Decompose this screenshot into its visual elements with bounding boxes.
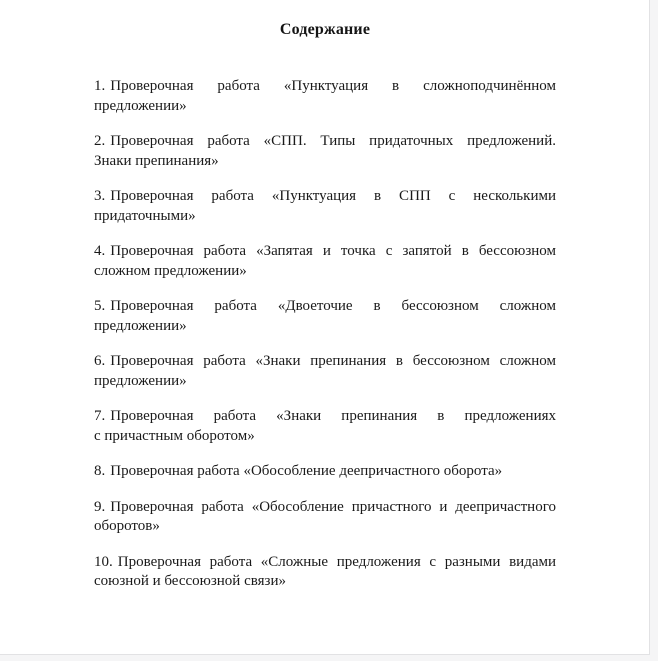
toc-item-line: Знаки препинания» (94, 152, 219, 169)
toc-item-number: 4. (94, 243, 106, 259)
toc-item-line: предложении» (94, 372, 187, 389)
toc-item-text: Проверочная работа «Запятая и точка с запятой в бессоюзном (110, 243, 556, 259)
toc-item-line (94, 352, 556, 372)
toc-item-text: Проверочная работа «Обособление деепричастного оборота» (110, 463, 503, 479)
toc-item-line: предложении» (94, 97, 187, 114)
toc-item (94, 407, 556, 446)
toc-item-line: придаточными» (94, 207, 196, 224)
toc-item (94, 553, 556, 592)
toc-list (94, 77, 556, 592)
toc-item (94, 297, 556, 336)
toc-item-line: сложном предложении» (94, 262, 247, 279)
toc-item-text: Проверочная работа «Пунктуация в СПП с несколькими (110, 188, 556, 204)
toc-item-line (94, 462, 556, 482)
toc-item (94, 132, 556, 171)
toc-item-number: 6. (94, 353, 106, 369)
toc-item-number: 3. (94, 188, 106, 204)
toc-item-line (94, 77, 556, 97)
toc-item-line (94, 553, 556, 573)
toc-item-number: 7. (94, 408, 106, 424)
toc-item-number: 8. (94, 463, 106, 479)
toc-item-line: предложении» (94, 317, 187, 334)
toc-item-number: 2. (94, 133, 106, 149)
toc-item-text: Проверочная работа «Обособление причастного и деепричастного (110, 498, 556, 515)
toc-item-line (94, 407, 556, 427)
toc-item (94, 242, 556, 281)
toc-item-line: оборотов» (94, 518, 160, 534)
toc-item-line (94, 187, 556, 207)
page-title: Содержание (279, 21, 371, 38)
toc-item (94, 77, 556, 116)
toc-item (94, 462, 556, 482)
toc-item-line (94, 297, 556, 317)
toc-item-text: Проверочная работа «Знаки препинания в предложениях (110, 408, 556, 424)
toc-item-number: 9. (94, 498, 106, 515)
toc-item-number: 5. (94, 298, 106, 314)
toc-item-text: Проверочная работа «Сложные предложения с разными видами (117, 553, 556, 570)
toc-item-number: 1. (94, 78, 106, 94)
toc-item-line (94, 498, 556, 518)
toc-item-line (94, 242, 556, 262)
toc-item (94, 187, 556, 226)
toc-item (94, 352, 556, 391)
toc-item-text: Проверочная работа «Пунктуация в сложноподчинённом (110, 78, 556, 94)
toc-item-line: союзной и бессоюзной связи» (94, 573, 286, 589)
toc-item-line (94, 132, 556, 152)
toc-item-text: Проверочная работа «Знаки препинания в бессоюзном сложном (110, 353, 556, 369)
toc-item-line: с причастным оборотом» (94, 427, 255, 444)
toc-item (94, 498, 556, 537)
toc-item-text: Проверочная работа «Двоеточие в бессоюзном сложном (110, 298, 556, 314)
toc-item-text: Проверочная работа «СПП. Типы придаточных предложений. (110, 133, 556, 149)
toc-item-number: 10. (94, 553, 113, 570)
